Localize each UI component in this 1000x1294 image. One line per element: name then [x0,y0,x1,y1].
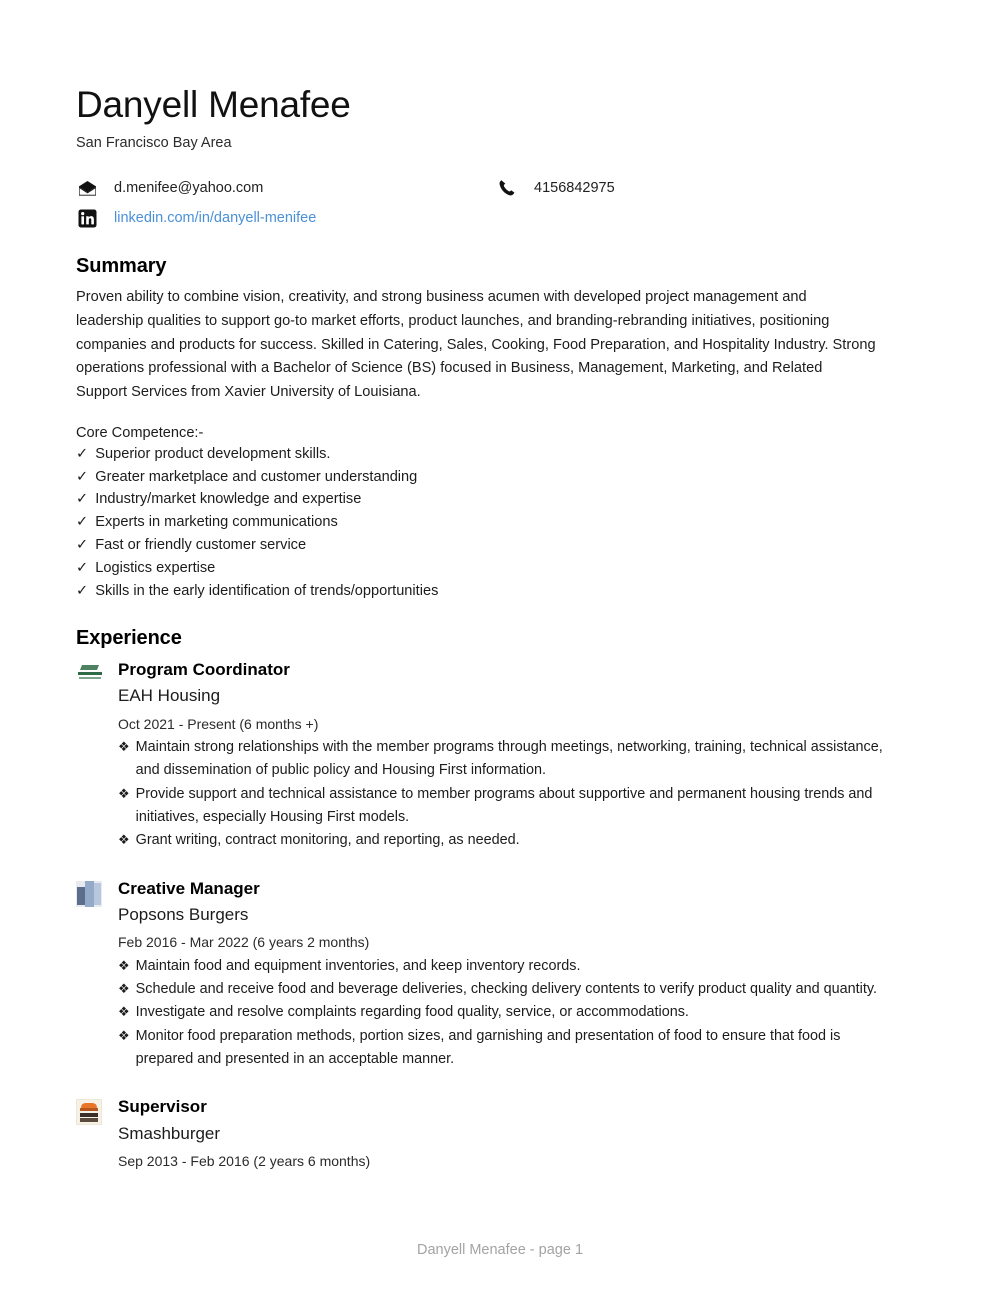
page-footer: Danyell Menafee - page 1 [416,1242,584,1258]
email-text: d.menifee@yahoo.com [114,180,264,197]
list-item [118,736,888,783]
diamond-bullet-icon: ❖ [118,981,130,997]
job-bullet-list [118,955,890,1072]
diamond-bullet-icon: ❖ [118,739,130,755]
job-dates: Oct 2021 - Present (6 months +) [118,715,319,732]
list-item [118,1025,888,1072]
job-dates: Sep 2013 - Feb 2016 (2 years 6 months) [118,1153,371,1170]
linkedin-icon [76,207,98,229]
core-competence-list [76,443,890,603]
experience-entry [76,879,890,1072]
list-item-label: Logistics expertise [95,560,216,577]
list-item-label: Maintain food and equipment inventories, and keep inventory records. [135,957,581,974]
list-item-label: Schedule and receive food and beverage deliveries, checking delivery contents to verify product quality and quantity. [135,981,877,998]
list-item-label: Investigate and resolve complaints regarding food quality, service, or accommodations. [135,1004,689,1021]
list-item-label: Grant writing, contract monitoring, and reporting, as needed. [135,832,520,849]
spacer [76,405,890,425]
experience-entry [76,1097,890,1171]
job-title: Supervisor [118,1097,207,1117]
list-item-label: Monitor food preparation methods, portion sizes, and garnishing and presentation of food to ensure that food is prepared and presented in an acceptable manner. [135,1027,841,1068]
list-item-label: Experts in marketing communications [95,514,338,531]
check-icon: ✓ [76,468,89,485]
smashburger-logo [76,1099,104,1127]
list-item [118,829,888,852]
contact-line-primary [76,173,890,203]
check-icon: ✓ [76,514,89,531]
check-icon: ✓ [76,583,89,600]
check-icon: ✓ [76,537,89,554]
list-item-label: Maintain strong relationships with the member programs through meetings, networking, training, technical assistance, and dissemination of public policy and Housing First information. [135,739,883,779]
core-competence-label: Core Competence:- [76,424,204,441]
job-bullet-list [118,736,890,853]
page-title: Danyell Menafee [76,84,351,125]
contact-line-linkedin [76,203,890,233]
list-item [118,1001,888,1024]
list-item [118,783,888,830]
list-item [76,557,890,580]
section-title-experience: Experience [76,626,182,649]
list-item-label: Skills in the early identification of trends/opportunities [95,583,439,600]
job-title: Creative Manager [118,878,260,898]
contact-linkedin[interactable] [76,207,316,229]
contact-phone[interactable] [496,177,615,199]
list-item-label: Superior product development skills. [95,445,331,462]
linkedin-url-text[interactable]: linkedin.com/in/danyell-menifee [114,210,317,227]
diamond-bullet-icon: ❖ [118,1004,130,1020]
contact-email[interactable] [76,177,496,199]
summary-paragraph: Proven ability to combine vision, creativity, and strong business acumen with developed project management and leadership qualities to support go-to market efforts, product launches, and branding-rebranding initiatives, positioning companies and products for success. Skilled in Catering, Sales, Cooking, Food Preparation, and Hospitality Industry. Strong operations professional with a Bachelor of Science (BS) focused in Business, Management, Marketing, and Related Support Services from Xavier University of Louisiana. [76,289,876,400]
envelope-icon [76,177,98,199]
job-company: EAH Housing [118,686,221,706]
popsons-burgers-logo [76,881,104,909]
diamond-bullet-icon: ❖ [118,832,130,848]
list-item [76,488,890,511]
phone-icon [496,177,518,199]
list-item-label: Fast or friendly customer service [95,537,307,554]
experience-entry [76,660,890,853]
check-icon: ✓ [76,445,89,462]
section-title-summary: Summary [76,255,167,278]
job-dates: Feb 2016 - Mar 2022 (6 years 2 months) [118,934,370,951]
list-item [76,580,890,603]
diamond-bullet-icon: ❖ [118,1027,130,1043]
phone-text: 4156842975 [534,180,615,197]
check-icon: ✓ [76,491,89,508]
diamond-bullet-icon: ❖ [118,785,130,801]
diamond-bullet-icon: ❖ [118,957,130,973]
contact-block [76,173,890,233]
check-icon: ✓ [76,560,89,577]
location-text: San Francisco Bay Area [76,135,232,152]
list-item [118,955,888,978]
list-item [76,511,890,534]
job-company: Smashburger [118,1123,221,1143]
list-item-label: Provide support and technical assistance to member programs about supportive and permanent housing trends and initiatives, especially Housing First models. [135,785,873,826]
list-item [76,534,890,557]
job-company: Popsons Burgers [118,905,249,925]
list-item-label: Greater marketplace and customer understanding [95,468,418,485]
list-item-label: Industry/market knowledge and expertise [95,491,362,508]
list-item [118,978,888,1001]
job-title: Program Coordinator [118,659,290,679]
list-item [76,466,890,489]
eah-housing-logo [76,662,104,690]
list-item [76,443,890,466]
